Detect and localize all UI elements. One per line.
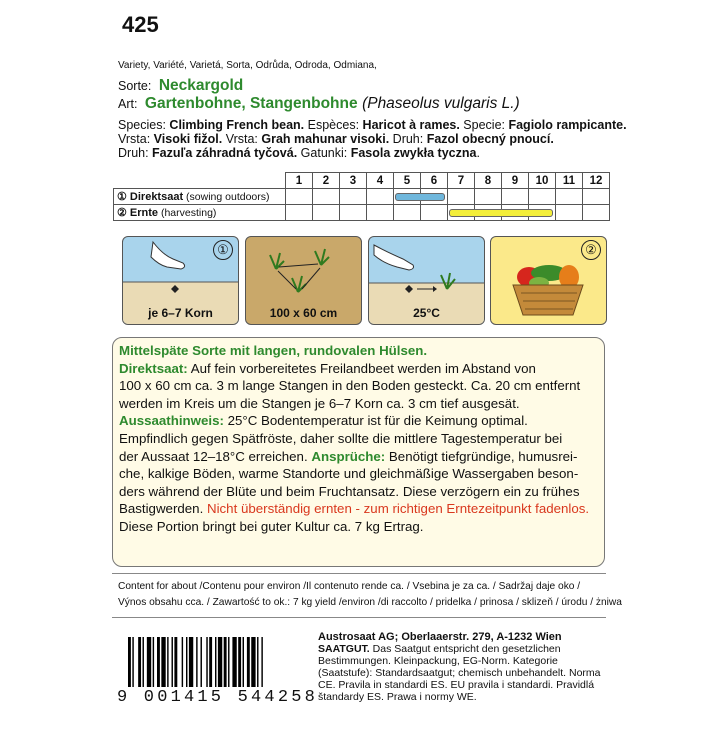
legal-text: Das Saatgut entspricht den gesetzlichen Bestimmungen. Kleinpackung, EG-Norm. Kategorie (Saatstufe): Standardsaatgut; chemisch unbehandelt. Norma CE. Pravila in standardi ES. EU pravila i standardi. Pravidlá štandardy ES. Prawa i normy WE. [318, 643, 601, 703]
month-header: 7 [448, 173, 475, 189]
variety-name: Neckargold [158, 77, 244, 94]
species-text: Fazuľa záhradná tyčová. [152, 146, 298, 160]
body-text: 100 x 60 cm ca. 3 m lange Stangen in den Boden gesteckt. Ca. 20 cm entfernt [119, 378, 581, 394]
description-line [119, 377, 604, 395]
species-text: Druh: [389, 132, 427, 146]
barcode-bar [186, 637, 187, 687]
month-header: 10 [529, 173, 556, 189]
description-line [119, 500, 604, 518]
pictogram-harvest [490, 236, 607, 325]
barcode-bar [143, 637, 144, 687]
description-line [119, 518, 604, 536]
barcode-bar [167, 637, 168, 687]
barcode-bar [232, 637, 236, 687]
species-text: Haricot à rames. [362, 118, 460, 132]
month-cell [367, 205, 394, 221]
species-text: Vrsta: [118, 132, 154, 146]
saatgut-label: SAATGUT. [318, 643, 370, 655]
barcode-bar [128, 637, 131, 687]
description-line [119, 430, 604, 448]
harvest-period-bar [449, 209, 553, 217]
body-text: ders während der Blüte und beim Fruchtansatz. Diese verzögern ein zu frühes [119, 483, 580, 499]
barcode-bar [157, 637, 160, 687]
month-header: 5 [394, 173, 421, 189]
body-text: Diese Portion bringt bei guter Kultur ca. 7 kg Ertrag. [119, 518, 424, 534]
pictogram-caption: 100 x 60 cm [269, 306, 338, 320]
variety-languages: Variety, Variété, Varietá, Sorta, Odrůda, Odroda, Odmiana, [118, 60, 377, 71]
sorte-label: Sorte: [118, 79, 152, 93]
body-text: Empfindlich gegen Spätfröste, daher sollte die mittlere Tagestemperatur bei [119, 430, 563, 446]
divider [112, 617, 606, 618]
section-heading: Ansprüche: [311, 448, 386, 464]
sowing-period-bar [395, 193, 445, 201]
pictogram-caption: je 6–7 Korn [148, 306, 213, 320]
species-text: Climbing French bean. [169, 118, 305, 132]
body-text: der Aussaat 12–18°C erreichen. [119, 448, 312, 464]
section-heading: Direktsaat: [119, 360, 188, 376]
description-line [119, 483, 604, 501]
barcode-bar [196, 637, 197, 687]
month-cell [583, 189, 610, 205]
barcode-bar [132, 637, 133, 687]
barcode-bar [215, 637, 216, 687]
species-line [118, 95, 520, 113]
pictogram-sowing [122, 236, 239, 325]
month-header: 8 [475, 173, 502, 189]
species-translation-line [118, 146, 627, 160]
divider [112, 573, 606, 574]
month-header: 1 [286, 173, 313, 189]
calendar-row-label [114, 189, 286, 205]
barcode-bar [257, 637, 258, 687]
species-text: Specie: [459, 118, 509, 132]
step-number-badge: ② [581, 240, 601, 260]
content-line: Výnos obsahu cca. / Zawartość to ok.: 7 kg yield /environ /di raccolto / pridelka / prinosa / sklizeň / úrodu / żniwa [118, 597, 622, 608]
species-name: Gartenbohne, Stangenbohne [144, 95, 358, 112]
month-cell [421, 205, 448, 221]
description-line [119, 465, 604, 483]
month-cell [556, 205, 583, 221]
content-yield-info [118, 579, 622, 611]
row-note: (sowing outdoors) [183, 191, 270, 203]
month-header: 2 [313, 173, 340, 189]
barcode-bar [174, 637, 177, 687]
month-cell [448, 189, 475, 205]
row-title: ① Direktsaat [117, 191, 184, 203]
barcode-bar [147, 637, 151, 687]
pictogram-spacing [245, 236, 362, 325]
barcode-bar [201, 637, 202, 687]
month-cell [502, 189, 529, 205]
month-header: 4 [367, 173, 394, 189]
species-text: Espèces: [304, 118, 363, 132]
calendar-row-label [114, 205, 286, 221]
barcode-bar [238, 637, 241, 687]
barcode-bar [228, 637, 229, 687]
barcode-bar [247, 637, 250, 687]
description-line [119, 448, 604, 466]
barcode-bar [251, 637, 255, 687]
month-cell [394, 205, 421, 221]
species-text: Grah mahunar visoki. [261, 132, 390, 146]
barcode-number: 9 001415 544258 [117, 688, 319, 707]
company-address: Austrosaat AG; Oberlaaerstr. 279, A-1232 Wien [318, 631, 562, 643]
art-label: Art: [118, 97, 138, 111]
barcode-bar [172, 637, 173, 687]
barcode-bar [209, 637, 212, 687]
pictogram-caption: 25°C [413, 306, 440, 320]
barcode-bar [182, 637, 183, 687]
species-text: . [476, 146, 480, 160]
month-cell [529, 189, 556, 205]
step-number-badge: ① [213, 240, 233, 260]
barcode-bar [224, 637, 227, 687]
species-text: Fasola zwykła tyczna [350, 146, 477, 160]
pictogram-temperature [368, 236, 485, 325]
warning-text: Nicht überständig ernten - zum richtigen Erntezeitpunkt fadenlos. [206, 501, 590, 517]
description-line [119, 360, 604, 378]
month-cell [583, 205, 610, 221]
species-translation-line [118, 132, 627, 146]
month-cell [313, 205, 340, 221]
month-cell [286, 189, 313, 205]
month-cell [475, 189, 502, 205]
species-translations [118, 118, 627, 160]
month-header: 12 [583, 173, 610, 189]
month-cell [340, 189, 367, 205]
calendar-corner [114, 173, 286, 189]
month-header: 3 [340, 173, 367, 189]
species-text: Visoki fižol. [153, 132, 223, 146]
row-title: ② Ernte [117, 207, 159, 219]
row-note: (harvesting) [158, 207, 217, 219]
content-line: Content for about /Contenu pour environ /Il contenuto rende ca. / Vsebina je za ca. / Sadržaj daje oko / [118, 581, 581, 592]
species-text: Fazol obecný pnoucí. [426, 132, 554, 146]
description-box [112, 337, 605, 567]
barcode-bar [161, 637, 165, 687]
variety-line [118, 77, 243, 95]
barcode-bar [243, 637, 244, 687]
species-text: Species: [118, 118, 170, 132]
barcode-bar [206, 637, 207, 687]
month-header: 11 [556, 173, 583, 189]
species-text: Fagiolo rampicante. [508, 118, 627, 132]
month-cell [313, 189, 340, 205]
species-translation-line [118, 118, 627, 132]
barcode-bar [138, 637, 141, 687]
barcode [128, 637, 308, 689]
month-cell [340, 205, 367, 221]
latin-name: (Phaseolus vulgaris L.) [362, 95, 520, 112]
body-text: 25°C Bodentemperatur ist für die Keimung optimal. [223, 413, 528, 429]
description-line [119, 395, 604, 413]
body-text: Bastigwerden. [119, 501, 207, 517]
body-text: Auf fein vorbereitetes Freilandbeet werden im Abstand von [187, 360, 536, 376]
body-text: che, kalkige Böden, warme Standorte und gleichmäßige Wassergaben beson- [119, 466, 579, 482]
month-cell [367, 189, 394, 205]
month-header: 9 [502, 173, 529, 189]
barcode-bar [189, 637, 193, 687]
month-cell [286, 205, 313, 221]
species-text: Druh: [118, 146, 153, 160]
publisher-address [318, 631, 608, 703]
month-cell [556, 189, 583, 205]
barcode-bar [218, 637, 222, 687]
article-number: 425 [122, 12, 159, 37]
body-text: werden im Kreis um die Stangen je 6–7 Korn ca. 3 cm tief ausgesät. [119, 395, 520, 411]
description-headline: Mittelspäte Sorte mit langen, rundovalen Hülsen. [119, 343, 428, 358]
barcode-bar [153, 637, 154, 687]
body-text: Benötigt tiefgründige, humusrei- [385, 448, 578, 464]
month-header: 6 [421, 173, 448, 189]
species-text: Vrsta: [222, 132, 262, 146]
species-text: Gatunki: [297, 146, 351, 160]
description-text [119, 360, 604, 536]
description-line [119, 412, 604, 430]
section-heading: Aussaathinweis: [119, 413, 224, 429]
barcode-bar [261, 637, 262, 687]
